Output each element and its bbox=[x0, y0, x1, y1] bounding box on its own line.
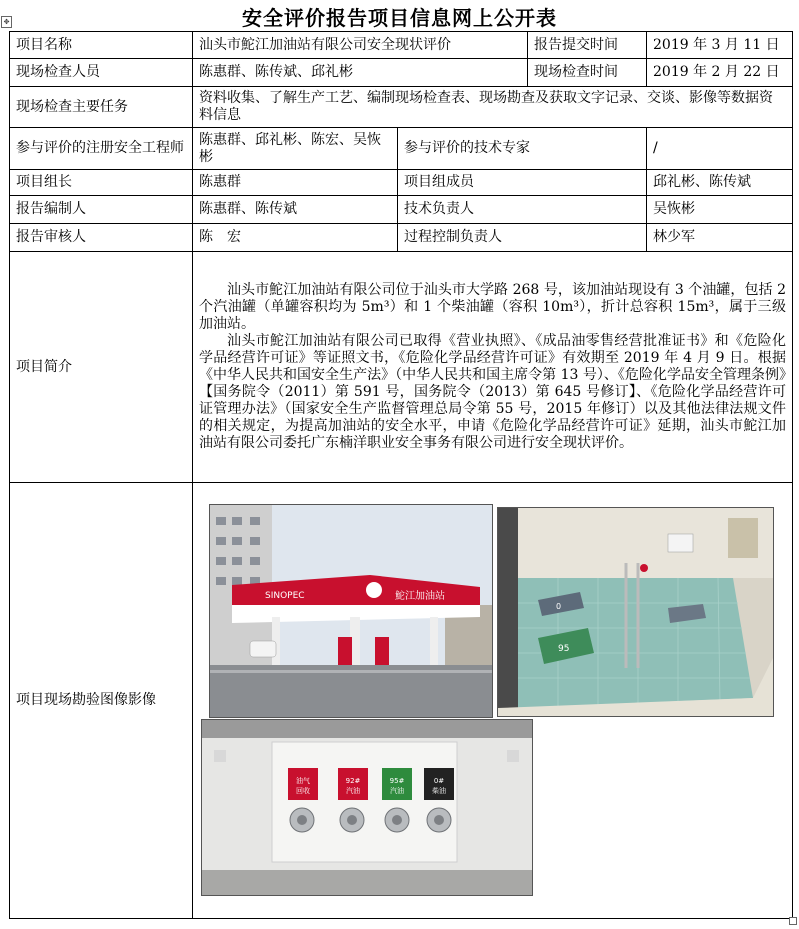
row-tasks bbox=[10, 87, 793, 128]
row-leader bbox=[10, 170, 793, 196]
process-control-label: 过程控制负责人 bbox=[398, 224, 647, 252]
inspectors-value: 陈惠群、陈传斌、邱礼彬 bbox=[193, 59, 528, 87]
project-name-value: 汕头市鮀江加油站有限公司安全现状评价 bbox=[193, 32, 528, 59]
tank-area-photo bbox=[497, 507, 774, 717]
leader-value: 陈惠群 bbox=[193, 170, 398, 196]
valve-box-photo bbox=[201, 719, 533, 896]
submit-time-label: 报告提交时间 bbox=[528, 32, 647, 59]
submit-time-value: 2019 年 3 月 11 日 bbox=[647, 32, 793, 59]
leader-label: 项目组长 bbox=[10, 170, 193, 196]
intro-label: 项目简介 bbox=[10, 252, 193, 483]
row-inspectors bbox=[10, 59, 793, 87]
table-move-handle-icon[interactable]: ✥ bbox=[1, 16, 12, 28]
gas-station-photo bbox=[209, 504, 493, 718]
experts-value: / bbox=[647, 128, 793, 170]
reviewer-value: 陈 宏 bbox=[193, 224, 398, 252]
tasks-value: 资料收集、了解生产工艺、编制现场检查表、现场勘查及获取文字记录、交谈、影像等数据资料信息 bbox=[193, 87, 793, 128]
port-label-vapor: 油气回收 bbox=[296, 777, 310, 795]
intro-paragraph-1: 汕头市鮀江加油站有限公司位于汕头市大学路 268 号，该加油站现设有 3 个油罐，包括 2 个汽油罐（单罐容积均为 5m³）和 1 个柴油罐（容积 10m³），折计总容积 15m³，属于三级加油站。 bbox=[199, 282, 787, 332]
photos-label: 项目现场勘验图像影像 bbox=[10, 483, 193, 919]
row-compiler bbox=[10, 196, 793, 224]
row-reviewer bbox=[10, 224, 793, 252]
row-engineers bbox=[10, 128, 793, 170]
port-label-95: 95#汽油 bbox=[389, 777, 405, 795]
experts-label: 参与评价的技术专家 bbox=[398, 128, 647, 170]
project-name-label: 项目名称 bbox=[10, 32, 193, 59]
canopy-sign-b: 鮀江加油站 bbox=[395, 591, 445, 602]
intro-paragraph-2: 汕头市鮀江加油站有限公司已取得《营业执照》、《成品油零售经营批准证书》和《危险化学品经营许可证》等证照文书，《危险化学品经营许可证》有效期至 2019 年 4 月 9 日。根据《中华人民共和国安全生产法》（中华人民共和国主席令第 13 号）、《危险化学品安全管理条例》【国务院令（2011）第 591 号，国务院令（2013）第 645 号修订】、《危险化学品经营许可证管理办法》（国家安全生产监督管理总局令第 55 号，2015 年修订）以及其他法律法规文件的相关规定，为提高加油站的安全水平，申请《危险化学品经营许可证》延期，汕头市鮀江加油站有限公司委托广东楠洋职业安全事务有限公司进行安全现状评价。 bbox=[199, 333, 787, 451]
compiler-value: 陈惠群、陈传斌 bbox=[193, 196, 398, 224]
process-control-value: 林少军 bbox=[647, 224, 793, 252]
tech-lead-value: 吴恢彬 bbox=[647, 196, 793, 224]
tank-mark-95: 95 bbox=[558, 644, 570, 654]
compiler-label: 报告编制人 bbox=[10, 196, 193, 224]
intro-text bbox=[193, 252, 793, 483]
port-label-92: 92#汽油 bbox=[345, 777, 361, 795]
members-label: 项目组成员 bbox=[398, 170, 647, 196]
info-table bbox=[9, 31, 793, 919]
photos-cell bbox=[193, 483, 793, 919]
tasks-label: 现场检查主要任务 bbox=[10, 87, 193, 128]
members-value: 邱礼彬、陈传斌 bbox=[647, 170, 793, 196]
port-label-0: 0#柴油 bbox=[432, 777, 446, 795]
inspection-time-label: 现场检查时间 bbox=[528, 59, 647, 87]
engineers-value: 陈惠群、邱礼彬、陈宏、吴恢彬 bbox=[193, 128, 398, 170]
row-intro bbox=[10, 252, 793, 483]
row-project-name bbox=[10, 32, 793, 59]
inspectors-label: 现场检查人员 bbox=[10, 59, 193, 87]
reviewer-label: 报告审核人 bbox=[10, 224, 193, 252]
tank-mark-0: 0 bbox=[556, 602, 562, 611]
inspection-time-value: 2019 年 2 月 22 日 bbox=[647, 59, 793, 87]
table-resize-handle[interactable] bbox=[789, 917, 797, 925]
engineers-label: 参与评价的注册安全工程师 bbox=[10, 128, 193, 170]
canopy-sign-a: SINOPEC bbox=[265, 591, 305, 601]
page-title: 安全评价报告项目信息网上公开表 bbox=[242, 6, 557, 30]
row-photos bbox=[10, 483, 793, 919]
tech-lead-label: 技术负责人 bbox=[398, 196, 647, 224]
